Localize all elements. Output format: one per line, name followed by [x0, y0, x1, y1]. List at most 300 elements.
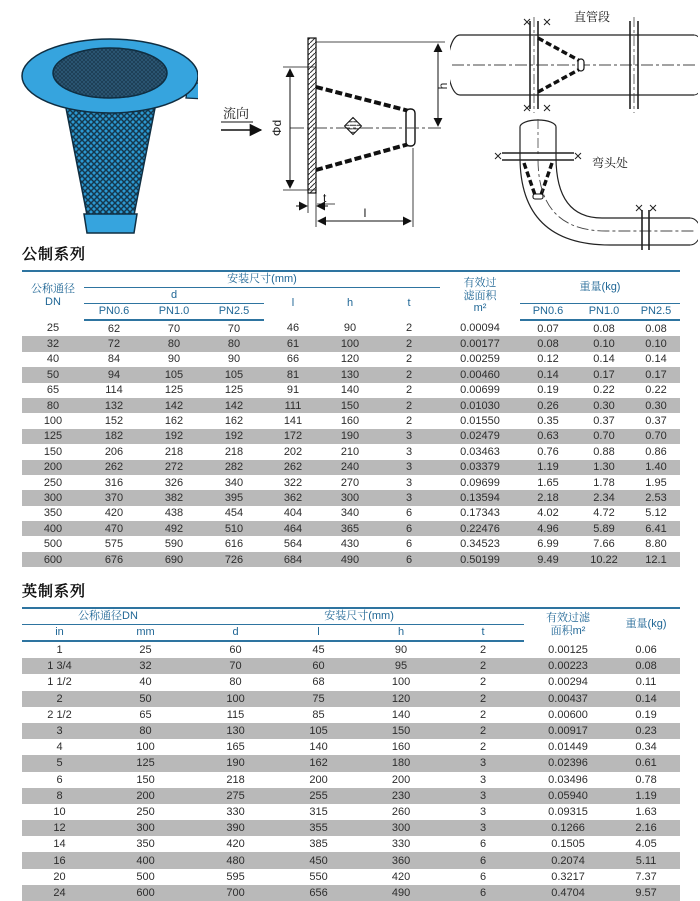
imperial-table: [22, 607, 680, 901]
table-row: [22, 352, 680, 367]
table-cell: 16: [22, 852, 97, 868]
table-row: [22, 658, 680, 674]
table-cell: 1.63: [635, 805, 657, 818]
col-header-h: h: [360, 625, 442, 642]
table-cell: 210: [340, 445, 360, 458]
table-cell: 1 3/4: [22, 658, 97, 674]
table-row: [22, 521, 680, 536]
table-cell: 7.37: [635, 870, 657, 883]
table-cell: 70: [167, 322, 181, 335]
table-cell: 492: [144, 521, 204, 536]
section-drawing-svg: [195, 8, 450, 236]
table-cell: 250: [136, 805, 155, 818]
table-cell: 140: [391, 708, 411, 721]
table-cell: 65: [46, 384, 60, 397]
table-cell: 382: [144, 490, 204, 505]
table-cell: 10.22: [576, 552, 632, 567]
table-cell: 0.12: [537, 353, 559, 366]
table-cell: 3: [479, 773, 487, 786]
table-cell: 270: [340, 476, 360, 489]
table-cell: 250: [43, 476, 63, 489]
col-group-dn: 公称通径DN: [22, 608, 194, 625]
table-cell: 0.00259: [460, 353, 500, 366]
table-cell: 0.14: [520, 367, 576, 382]
table-cell: 350: [136, 838, 155, 851]
table-cell: 0.01030: [440, 398, 520, 413]
table-cell: 95: [360, 658, 442, 674]
table-row: [22, 367, 680, 382]
table-cell: 3: [378, 460, 440, 475]
table-cell: 61: [264, 336, 322, 351]
table-cell: 240: [322, 460, 378, 475]
table-cell: 132: [84, 398, 144, 413]
table-cell: 454: [224, 507, 244, 520]
table-cell: 70: [227, 322, 241, 335]
table-cell: 1 1/2: [47, 676, 72, 689]
table-cell: 100: [391, 676, 411, 689]
table-cell: 420: [104, 507, 124, 520]
table-cell: 0.2074: [524, 852, 612, 868]
table-cell: 4: [56, 741, 63, 754]
dim-l-label: l: [363, 206, 367, 220]
table-cell: 1.65: [537, 476, 559, 489]
table-cell: 6: [405, 538, 413, 551]
table-cell: 5: [22, 755, 97, 771]
table-cell: 91: [286, 384, 300, 397]
table-cell: 3: [442, 788, 524, 804]
dim-t-label: t: [323, 191, 327, 205]
table-cell: 192: [204, 429, 264, 444]
table-cell: 2: [479, 644, 487, 657]
table-cell: 150: [322, 398, 378, 413]
table-cell: 85: [312, 708, 325, 721]
table-cell: 300: [97, 820, 194, 836]
table-cell: 2: [479, 741, 487, 754]
table-cell: 130: [322, 367, 378, 382]
table-cell: 0.22: [645, 384, 667, 397]
col-group-weight: 重量(kg): [520, 271, 680, 304]
table-cell: 152: [104, 415, 124, 428]
table-cell: 3: [22, 723, 97, 739]
table-cell: 0.70: [576, 429, 632, 444]
table-cell: 450: [277, 852, 360, 868]
table-cell: 2.53: [632, 490, 680, 505]
table-cell: 32: [97, 658, 194, 674]
table-cell: 25: [139, 644, 152, 657]
table-cell: 6: [442, 885, 524, 901]
table-cell: 340: [340, 507, 360, 520]
table-cell: 150: [136, 773, 155, 786]
table-cell: 182: [84, 429, 144, 444]
table-cell: 564: [283, 538, 303, 551]
table-cell: 218: [164, 445, 184, 458]
table-cell: 420: [391, 870, 411, 883]
table-cell: 8: [22, 788, 97, 804]
table-cell: 90: [227, 353, 241, 366]
table-cell: 1.30: [576, 460, 632, 475]
table-cell: 0.37: [645, 415, 667, 428]
table-cell: 4.05: [635, 838, 657, 851]
table-cell: 12.1: [632, 552, 680, 567]
dim-phi-d-label: Φd: [270, 119, 284, 137]
table-cell: 20: [53, 870, 66, 883]
table-cell: 0.05940: [524, 788, 612, 804]
table-cell: 0.50199: [440, 552, 520, 567]
table-cell: 2.16: [612, 820, 680, 836]
table-cell: 1.95: [645, 476, 667, 489]
table-cell: 2: [405, 353, 413, 366]
table-cell: 84: [107, 353, 121, 366]
col-group-install-dims: 安装尺寸(mm): [84, 271, 440, 288]
table-cell: 0.00094: [460, 322, 500, 335]
table-cell: 510: [204, 521, 264, 536]
strainer-illustration: [10, 8, 198, 245]
table-cell: 3: [378, 429, 440, 444]
table-cell: 105: [144, 367, 204, 382]
table-cell: 80: [229, 676, 242, 689]
table-row: [22, 674, 680, 690]
table-cell: 105: [204, 367, 264, 382]
table-cell: 218: [226, 773, 245, 786]
table-cell: 1.40: [632, 460, 680, 475]
table-cell: 81: [264, 367, 322, 382]
table-cell: 114: [105, 384, 123, 397]
table-cell: 600: [22, 552, 84, 567]
table-cell: 2: [479, 676, 487, 689]
col-header-filter-area: 有效过 滤面积 m²: [463, 277, 497, 315]
table-cell: 600: [97, 885, 194, 901]
table-cell: 0.14: [593, 353, 615, 366]
table-cell: 3: [405, 445, 413, 458]
table-cell: 100: [322, 336, 378, 351]
table-cell: 0.76: [537, 445, 559, 458]
table-cell: 80: [144, 336, 204, 351]
table-cell: 68: [312, 676, 325, 689]
table-cell: 120: [340, 353, 360, 366]
table-cell: 6: [56, 773, 63, 786]
table-cell: 0.23: [612, 723, 680, 739]
table-row: [22, 755, 680, 771]
table-cell: 0.22: [593, 384, 615, 397]
table-cell: 9.49: [520, 552, 576, 567]
table-cell: 0.09315: [548, 805, 588, 818]
table-cell: 0.03463: [460, 445, 500, 458]
table-cell: 404: [283, 507, 303, 520]
table-cell: 140: [309, 741, 328, 754]
table-cell: 0.10: [576, 336, 632, 351]
table-cell: 330: [226, 805, 245, 818]
table-cell: 360: [360, 852, 442, 868]
table-cell: 6.99: [537, 538, 559, 551]
table-row: [22, 506, 680, 521]
table-row: [22, 536, 680, 551]
table-cell: 7.66: [593, 538, 615, 551]
table-row: [22, 320, 680, 336]
table-cell: 0.00460: [440, 367, 520, 382]
table-cell: 260: [391, 805, 411, 818]
table-cell: 1.19: [520, 460, 576, 475]
table-cell: 218: [224, 445, 244, 458]
table-cell: 206: [104, 445, 124, 458]
table-cell: 0.09699: [460, 476, 500, 489]
table-cell: 3: [442, 820, 524, 836]
table-cell: 190: [322, 429, 378, 444]
table-cell: 0.37: [593, 415, 615, 428]
table-cell: 0.17343: [460, 507, 500, 520]
table-cell: 5.89: [576, 521, 632, 536]
table-cell: 200: [391, 773, 411, 786]
table-cell: 40: [139, 676, 152, 689]
table-row: [22, 460, 680, 475]
table-cell: 62: [107, 322, 121, 335]
table-row: [22, 804, 680, 820]
table-cell: 1.78: [593, 476, 615, 489]
table-cell: 400: [22, 521, 84, 536]
metric-section-title: 公制系列: [22, 246, 87, 263]
table-cell: 46: [286, 322, 300, 335]
table-cell: 0.01550: [460, 415, 500, 428]
table-cell: 595: [226, 870, 245, 883]
table-row: [22, 413, 680, 428]
table-cell: 10: [53, 805, 66, 818]
table-cell: 80: [204, 336, 264, 351]
table-cell: 262: [84, 460, 144, 475]
table-cell: 125: [164, 384, 184, 397]
table-cell: 0.14: [645, 353, 667, 366]
table-cell: 4.02: [537, 507, 559, 520]
table-row: [22, 772, 680, 788]
table-cell: 470: [84, 521, 144, 536]
table-row: [22, 475, 680, 490]
table-row: [22, 885, 680, 901]
table-cell: 370: [84, 490, 144, 505]
table-cell: 0.30: [576, 398, 632, 413]
table-cell: 1.19: [612, 788, 680, 804]
table-cell: 45: [312, 644, 325, 657]
col-header-w-pn25: PN2.5: [632, 304, 680, 321]
table-cell: 0.00699: [460, 384, 500, 397]
col-header-filter-area: 有效过滤 面积m²: [546, 612, 591, 637]
table-cell: 0.34523: [460, 538, 500, 551]
table-cell: 726: [204, 552, 264, 567]
table-row: [22, 444, 680, 459]
table-cell: 0.08: [520, 336, 576, 351]
imperial-section-title: 英制系列: [22, 583, 87, 600]
table-cell: 0.63: [520, 429, 576, 444]
table-cell: 190: [194, 755, 277, 771]
table-cell: 50: [97, 691, 194, 707]
col-header-d-pn25: PN2.5: [204, 304, 264, 321]
installation-figures: [450, 5, 698, 255]
table-cell: 355: [277, 820, 360, 836]
table-cell: 160: [340, 415, 360, 428]
col-header-t: t: [407, 297, 411, 310]
table-cell: 2: [405, 415, 413, 428]
table-cell: 420: [226, 838, 245, 851]
metric-section: [22, 243, 680, 567]
table-cell: 0.00223: [524, 658, 612, 674]
straight-section-label: 直管段: [573, 10, 611, 24]
table-row: [22, 336, 680, 351]
table-cell: 6: [378, 521, 440, 536]
table-cell: 90: [167, 353, 181, 366]
table-cell: 90: [394, 644, 408, 657]
table-cell: 202: [283, 445, 303, 458]
cone-strainer-image: [10, 8, 198, 240]
table-cell: 656: [277, 885, 360, 901]
table-cell: 684: [264, 552, 322, 567]
table-row: [22, 490, 680, 505]
table-cell: 2: [378, 367, 440, 382]
table-cell: 6: [442, 852, 524, 868]
metric-table: [22, 270, 680, 567]
table-cell: 0.00917: [524, 723, 612, 739]
table-cell: 500: [43, 538, 63, 551]
table-cell: 125: [224, 384, 244, 397]
table-cell: 2: [442, 691, 524, 707]
table-cell: 480: [194, 852, 277, 868]
table-cell: 3: [378, 490, 440, 505]
table-cell: 255: [277, 788, 360, 804]
table-cell: 3: [479, 805, 487, 818]
table-cell: 160: [391, 741, 411, 754]
table-cell: 590: [164, 538, 184, 551]
table-cell: 142: [204, 398, 264, 413]
col-header-d: d: [194, 625, 277, 642]
table-cell: 0.1266: [524, 820, 612, 836]
table-cell: 272: [144, 460, 204, 475]
table-cell: 9.57: [612, 885, 680, 901]
table-cell: 5.11: [612, 852, 680, 868]
table-cell: 162: [224, 415, 244, 428]
table-cell: 6: [479, 870, 487, 883]
table-cell: 6: [479, 838, 487, 851]
table-cell: 262: [264, 460, 322, 475]
table-cell: 80: [97, 723, 194, 739]
col-header-dn: 公称通径 DN: [31, 283, 75, 308]
table-row: [22, 869, 680, 885]
table-cell: 690: [144, 552, 204, 567]
col-header-h: h: [346, 297, 354, 310]
table-cell: 200: [97, 788, 194, 804]
table-cell: 0.14: [612, 691, 680, 707]
table-cell: 300: [322, 490, 378, 505]
table-cell: 0.00125: [548, 643, 588, 656]
table-cell: 125: [22, 429, 84, 444]
imperial-section: [22, 580, 680, 901]
table-cell: 162: [277, 755, 360, 771]
col-header-in: in: [22, 625, 97, 642]
table-cell: 700: [194, 885, 277, 901]
flow-direction-label: 流向: [223, 106, 250, 121]
table-cell: 140: [340, 384, 360, 397]
table-row: [22, 641, 680, 658]
table-cell: 616: [224, 538, 244, 551]
table-cell: 162: [164, 415, 184, 428]
table-cell: 0.88: [593, 445, 615, 458]
table-cell: 192: [144, 429, 204, 444]
table-row: [22, 723, 680, 739]
col-header-mm: mm: [97, 625, 194, 642]
table-cell: 50: [22, 367, 84, 382]
table-cell: 141: [283, 415, 303, 428]
dim-h-label: h: [436, 82, 450, 90]
table-cell: 0.19: [635, 708, 657, 721]
table-cell: 0.35: [537, 415, 559, 428]
table-row: [22, 383, 680, 398]
table-cell: 315: [309, 805, 328, 818]
table-cell: 0.4704: [524, 885, 612, 901]
table-cell: 490: [322, 552, 378, 567]
table-cell: 0.1505: [551, 838, 585, 851]
table-cell: 0.06: [635, 643, 657, 656]
table-cell: 2.34: [576, 490, 632, 505]
table-cell: 395: [204, 490, 264, 505]
table-cell: 430: [340, 538, 360, 551]
table-cell: 300: [360, 820, 442, 836]
table-cell: 60: [277, 658, 360, 674]
table-cell: 0.01449: [548, 741, 588, 754]
table-cell: 575: [104, 538, 124, 551]
col-header-d-pn10: PN1.0: [144, 304, 204, 321]
table-cell: 340: [224, 476, 244, 489]
table-cell: 500: [136, 870, 155, 883]
table-cell: 0.17: [576, 367, 632, 382]
table-cell: 2: [442, 658, 524, 674]
table-cell: 0.00294: [548, 676, 588, 689]
table-cell: 120: [360, 691, 442, 707]
table-cell: 0.00177: [440, 336, 520, 351]
table-cell: 0.61: [612, 755, 680, 771]
table-cell: 385: [309, 838, 328, 851]
table-cell: 676: [84, 552, 144, 567]
table-cell: 150: [360, 723, 442, 739]
table-cell: 0.10: [632, 336, 680, 351]
table-cell: 0.3217: [551, 870, 585, 883]
table-cell: 115: [226, 708, 245, 721]
table-row: [22, 552, 680, 567]
col-header-t: t: [442, 625, 524, 642]
table-row: [22, 739, 680, 755]
table-cell: 275: [194, 788, 277, 804]
table-cell: 80: [22, 398, 84, 413]
table-cell: 200: [22, 460, 84, 475]
table-cell: 0.19: [537, 384, 559, 397]
table-cell: 8.80: [645, 538, 667, 551]
table-cell: 2.18: [520, 490, 576, 505]
col-header-d-pn06: PN0.6: [84, 304, 144, 321]
table-cell: 2: [479, 708, 487, 721]
table-cell: 111: [264, 398, 322, 413]
table-cell: 550: [309, 870, 328, 883]
table-row: [22, 429, 680, 444]
table-cell: 125: [97, 755, 194, 771]
table-row: [22, 820, 680, 836]
table-cell: 3: [442, 755, 524, 771]
table-cell: 300: [22, 490, 84, 505]
table-cell: 14: [53, 838, 66, 851]
table-cell: 105: [277, 723, 360, 739]
table-cell: 24: [22, 885, 97, 901]
table-cell: 0.86: [645, 445, 667, 458]
table-cell: 0.02396: [524, 755, 612, 771]
table-cell: 2: [22, 691, 97, 707]
table-row: [22, 691, 680, 707]
table-cell: 282: [204, 460, 264, 475]
table-cell: 330: [391, 838, 411, 851]
table-cell: 130: [194, 723, 277, 739]
table-cell: 100: [43, 415, 63, 428]
